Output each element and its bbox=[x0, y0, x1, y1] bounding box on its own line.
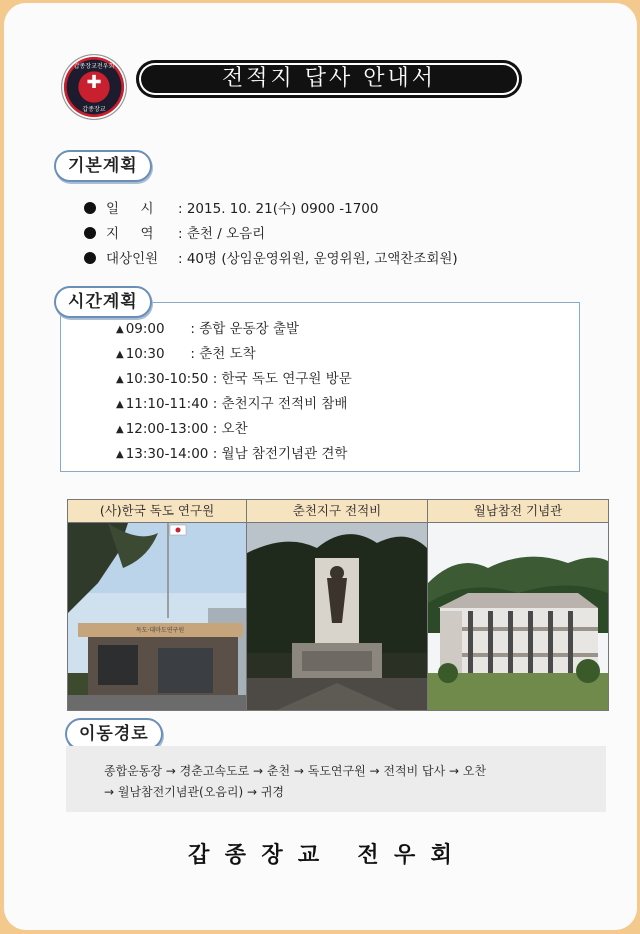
list-item bbox=[116, 393, 352, 418]
emblem-text-bottom: 갑종장교 bbox=[82, 106, 106, 113]
bullet-icon bbox=[84, 202, 96, 214]
list-item bbox=[84, 223, 458, 248]
route-line-2: → 월남참전기념관(오음리) → 귀경 bbox=[104, 785, 285, 799]
page-title: 전적지 답사 안내서 bbox=[136, 60, 522, 98]
schedule-desc: : 종합 운동장 출발 bbox=[190, 321, 300, 337]
basic-plan-heading: 기본계획 bbox=[54, 150, 152, 182]
building-sign: 독도·대마도연구원 bbox=[135, 627, 185, 634]
organization-name: 갑 종 장 교 전 우 회 bbox=[188, 842, 452, 868]
bullet-icon bbox=[84, 252, 96, 264]
schedule-desc: : 춘천 도착 bbox=[190, 346, 256, 362]
triangle-icon: ▲ bbox=[116, 374, 124, 385]
photo-column bbox=[68, 500, 247, 710]
association-emblem-icon: 갑종장교전우회 ✚ 갑종장교 bbox=[62, 55, 126, 119]
list-item bbox=[116, 343, 352, 368]
list-item bbox=[116, 318, 352, 343]
item-label: 일 시 bbox=[106, 201, 154, 217]
schedule-time: 12:00-13:00 bbox=[125, 421, 209, 437]
route-line-1: 종합운동장 → 경춘고속도로 → 춘천 → 독도연구원 → 전적비 답사 → 오찬 bbox=[104, 764, 487, 778]
schedule-list bbox=[116, 318, 352, 468]
schedule-heading: 시간계획 bbox=[54, 286, 152, 318]
schedule-time: 09:00 bbox=[125, 321, 187, 337]
emblem-text-top: 갑종장교전우회 bbox=[73, 63, 115, 70]
list-item bbox=[84, 198, 458, 223]
list-item bbox=[116, 443, 352, 468]
schedule-desc: : 월남 참전기념관 견학 bbox=[212, 446, 348, 462]
photo-caption: 춘천지구 전적비 bbox=[247, 500, 427, 523]
basic-plan-list bbox=[84, 198, 458, 273]
photo-caption: 월남참전 기념관 bbox=[428, 500, 608, 523]
triangle-icon: ▲ bbox=[116, 324, 124, 335]
photo-caption: (사)한국 독도 연구원 bbox=[68, 500, 246, 523]
triangle-icon: ▲ bbox=[116, 424, 124, 435]
item-label: 대상인원 bbox=[106, 251, 159, 267]
item-value: : 2015. 10. 21(수) 0900 -1700 bbox=[178, 201, 379, 217]
schedule-desc: : 한국 독도 연구원 방문 bbox=[212, 371, 352, 387]
bullet-icon bbox=[84, 227, 96, 239]
photo-panel bbox=[67, 499, 609, 711]
schedule-time: 11:10-11:40 bbox=[125, 396, 209, 412]
triangle-icon: ▲ bbox=[116, 349, 124, 360]
schedule-time: 10:30 bbox=[125, 346, 187, 362]
schedule-time: 10:30-10:50 bbox=[125, 371, 209, 387]
schedule-desc: : 춘천지구 전적비 참배 bbox=[212, 396, 348, 412]
photo-column bbox=[428, 500, 608, 710]
triangle-icon: ▲ bbox=[116, 399, 124, 410]
item-value: : 춘천 / 오음리 bbox=[178, 226, 266, 242]
triangle-icon: ▲ bbox=[116, 449, 124, 460]
schedule-desc: : 오찬 bbox=[212, 421, 248, 437]
photo-column bbox=[247, 500, 428, 710]
route-heading: 이동경로 bbox=[65, 718, 163, 750]
schedule-time: 13:30-14:00 bbox=[125, 446, 209, 462]
list-item bbox=[116, 368, 352, 393]
item-label: 지 역 bbox=[106, 226, 154, 242]
route-box bbox=[66, 746, 606, 812]
list-item bbox=[116, 418, 352, 443]
list-item bbox=[84, 248, 458, 273]
item-value: : 40명 (상임운영위원, 운영위원, 고액찬조회원) bbox=[178, 251, 458, 267]
photo-war-memorial bbox=[247, 523, 427, 710]
photo-vietnam-memorial-hall bbox=[428, 523, 608, 710]
photo-dokdo-institute bbox=[68, 523, 246, 710]
